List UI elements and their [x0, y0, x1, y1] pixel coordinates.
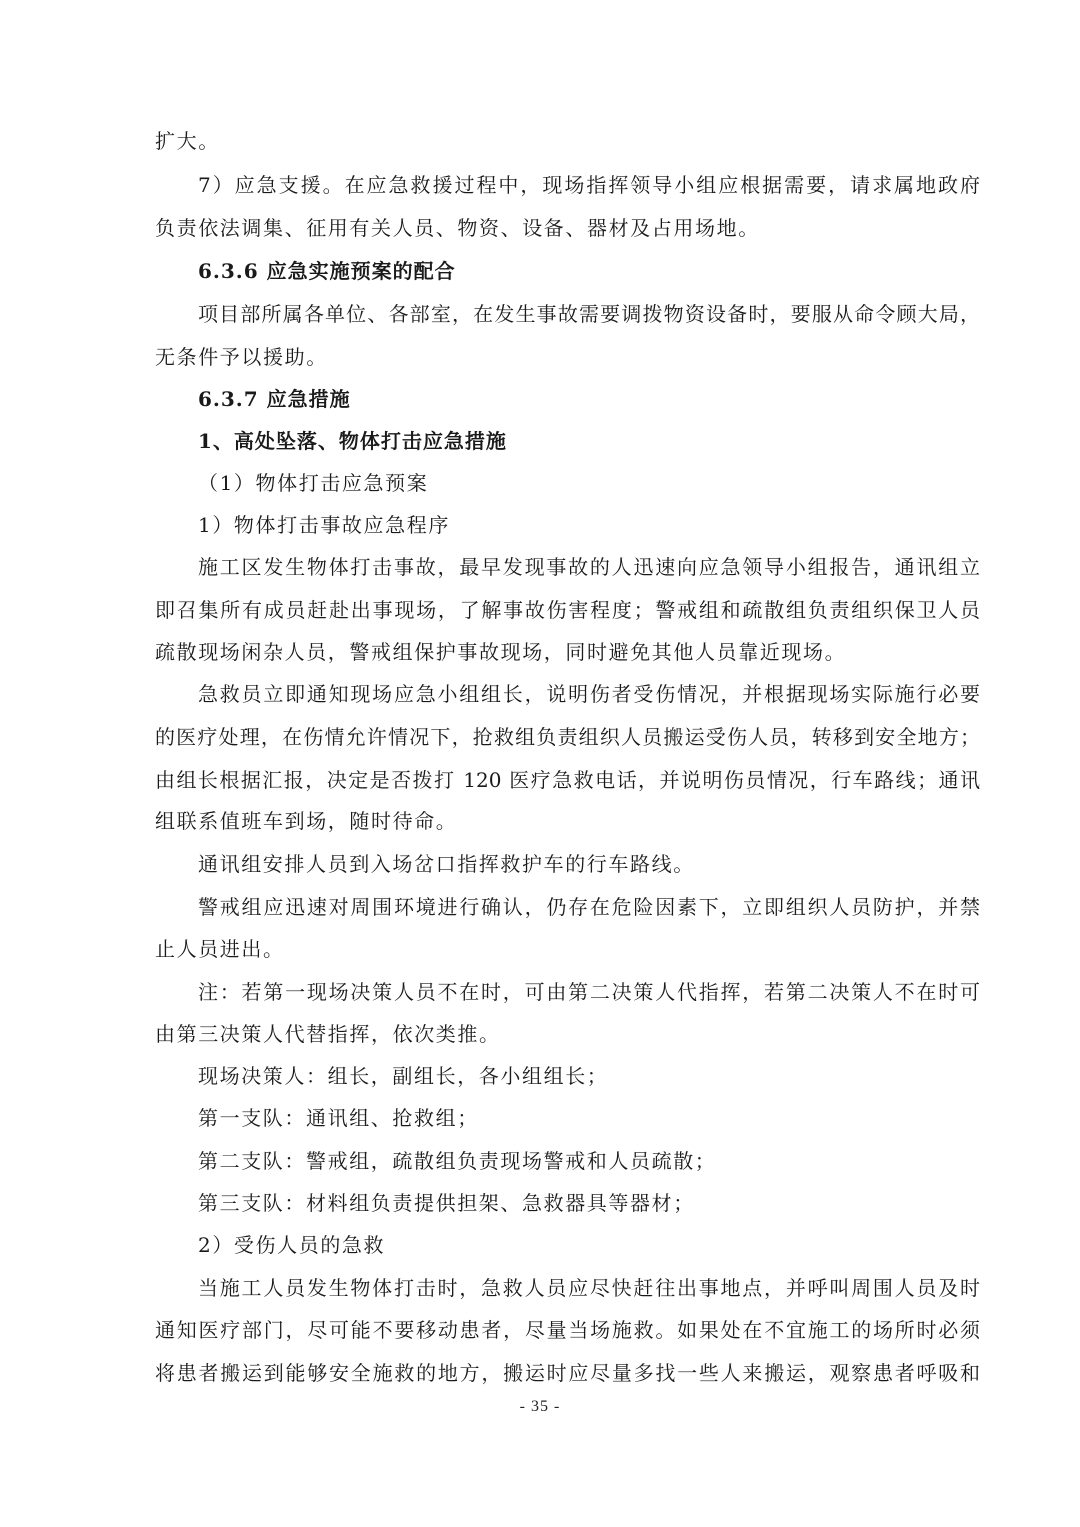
- text-line: 项目部所属各单位、各部室，在发生事故需要调拨物资设备时，要服从命令顾大局，: [198, 302, 980, 326]
- text-line: 第三支队：材料组负责提供担架、急救器具等器材；: [198, 1191, 695, 1215]
- text-line: 止人员进出。: [155, 937, 285, 961]
- text-line: 当施工人员发生物体打击时，急救人员应尽快赶往出事地点，并呼叫周围人员及时: [198, 1276, 980, 1300]
- text-line: 由组长根据汇报，决定是否拨打 120 医疗急救电话，并说明伤员情况，行车路线；通讯: [155, 768, 980, 792]
- text-line: 第二支队：警戒组，疏散组负责现场警戒和人员疏散；: [198, 1149, 717, 1173]
- text-line: 施工区发生物体打击事故，最早发现事故的人迅速向应急领导小组报告，通讯组立: [198, 555, 980, 579]
- text-line: 急救员立即通知现场应急小组组长，说明伤者受伤情况，并根据现场实际施行必要: [198, 682, 980, 706]
- section-heading: 6.3.6 应急实施预案的配合: [198, 259, 456, 283]
- text-line: 2）受伤人员的急救: [198, 1233, 386, 1257]
- text-line: 通知医疗部门，尽可能不要移动患者，尽量当场施救。如果处在不宜施工的场所时必须: [155, 1318, 980, 1342]
- subsection-heading: 1、高处坠落、物体打击应急措施: [198, 429, 507, 453]
- text-line: 1）物体打击事故应急程序: [198, 513, 450, 537]
- text-line: 由第三决策人代替指挥，依次类推。: [155, 1022, 501, 1046]
- text-line: 第一支队：通讯组、抢救组；: [198, 1106, 479, 1130]
- text-line: 扩大。: [155, 129, 220, 153]
- text-line: 负责依法调集、征用有关人员、物资、设备、器材及占用场地。: [155, 216, 760, 240]
- text-line: 组联系值班车到场，随时待命。: [155, 809, 458, 833]
- page-number: - 35 -: [519, 1398, 561, 1415]
- text-line: （1）物体打击应急预案: [198, 471, 429, 495]
- text-line: 警戒组应迅速对周围环境进行确认，仍存在危险因素下，立即组织人员防护，并禁: [198, 895, 980, 919]
- text-line: 通讯组安排人员到入场岔口指挥救护车的行车路线。: [198, 852, 695, 876]
- text-line: 无条件予以援助。: [155, 345, 328, 369]
- text-line: 将患者搬运到能够安全施救的地方，搬运时应尽量多找一些人来搬运，观察患者呼吸和: [155, 1361, 980, 1385]
- text-line: 疏散现场闲杂人员，警戒组保护事故现场，同时避免其他人员靠近现场。: [155, 640, 847, 664]
- section-heading: 6.3.7 应急措施: [198, 387, 351, 411]
- text-line: 注：若第一现场决策人员不在时，可由第二决策人代指挥，若第二决策人不在时可: [198, 980, 980, 1004]
- text-line: 即召集所有成员赶赴出事现场，了解事故伤害程度；警戒组和疏散组负责组织保卫人员: [155, 598, 980, 622]
- text-line: 7）应急支援。在应急救援过程中，现场指挥领导小组应根据需要，请求属地政府: [198, 173, 980, 197]
- text-line: 现场决策人：组长，副组长，各小组组长；: [198, 1064, 609, 1088]
- text-line: 的医疗处理，在伤情允许情况下，抢救组负责组织人员搬运受伤人员，转移到安全地方；: [155, 725, 980, 749]
